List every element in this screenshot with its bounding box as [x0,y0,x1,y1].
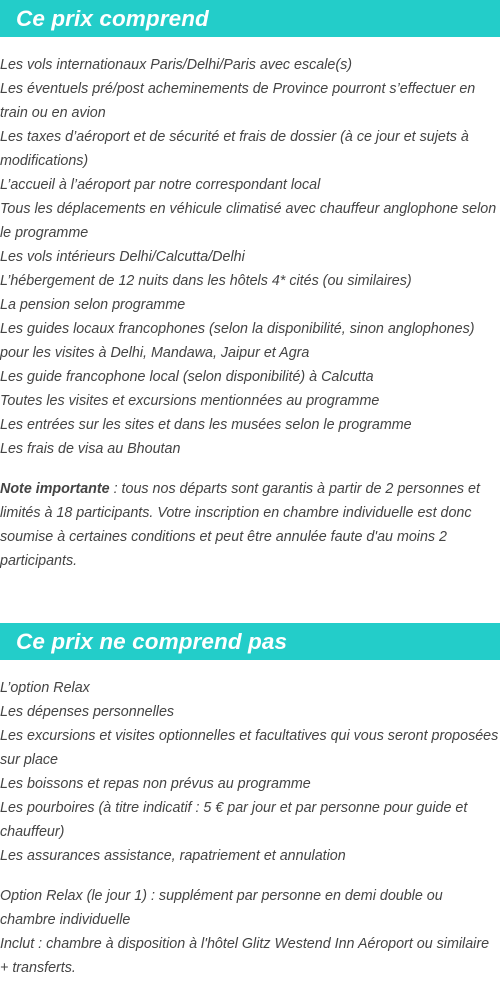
includes-title: Ce prix comprend [16,6,209,31]
includes-header [0,0,500,37]
excludes-header [0,623,500,660]
relax-option-line: Option Relax (le jour 1) : supplément par personne en demi double ou chambre individuelle [0,888,443,928]
relax-option-info [0,884,500,980]
list-item: Les taxes d’aéroport et de sécurité et frais de dossier (à ce jour et sujets à modifications) [0,129,469,169]
important-note-label: Note importante [0,481,110,497]
important-note [0,477,500,573]
list-item: Les vols intérieurs Delhi/Calcutta/Delhi [0,249,245,265]
list-item: Les vols internationaux Paris/Delhi/Paris avec escale(s) [0,57,353,73]
list-item: L’option Relax [0,680,90,696]
list-item: Les dépenses personnelles [0,704,175,720]
list-item: La pension selon programme [0,297,186,313]
list-item: Toutes les visites et excursions mentionnées au programme [0,393,380,409]
list-item: Les éventuels pré/post acheminements de Province pourront s’effectuer en train ou en avion [0,81,476,121]
list-item: Tous les déplacements en véhicule climatisé avec chauffeur anglophone selon le programme [0,201,497,241]
list-item: L’hébergement de 12 nuits dans les hôtels 4* cités (ou similaires) [0,273,412,289]
list-item: Les pourboires (à titre indicatif : 5 € par jour et par personne pour guide et chauffeur) [0,800,468,840]
list-item: Les assurances assistance, rapatriement et annulation [0,848,346,864]
important-note-text: : tous nos départs sont garantis à partir de 2 personnes et limités à 18 participants. Votre inscription en chambre individuelle est donc soumise à certaines conditions et peut être annulée faute d'au moins 2 participants. [0,481,480,569]
includes-list [0,53,500,461]
list-item: Les guide francophone local (selon disponibilité) à Calcutta [0,369,374,385]
list-item: Les frais de visa au Bhoutan [0,441,181,457]
list-item: Les guides locaux francophones (selon la disponibilité, sinon anglophones) pour les visites à Delhi, Mandawa, Jaipur et Agra [0,321,475,361]
relax-option-line: Inclut : chambre à disposition à l'hôtel Glitz Westend Inn Aéroport ou similaire + transferts. [0,936,490,976]
excludes-list [0,676,500,868]
list-item: Les boissons et repas non prévus au programme [0,776,311,792]
list-item: Les entrées sur les sites et dans les musées selon le programme [0,417,412,433]
excludes-title: Ce prix ne comprend pas [16,629,288,654]
list-item: L’accueil à l’aéroport par notre correspondant local [0,177,321,193]
list-item: Les excursions et visites optionnelles et facultatives qui vous seront proposées sur place [0,728,499,768]
